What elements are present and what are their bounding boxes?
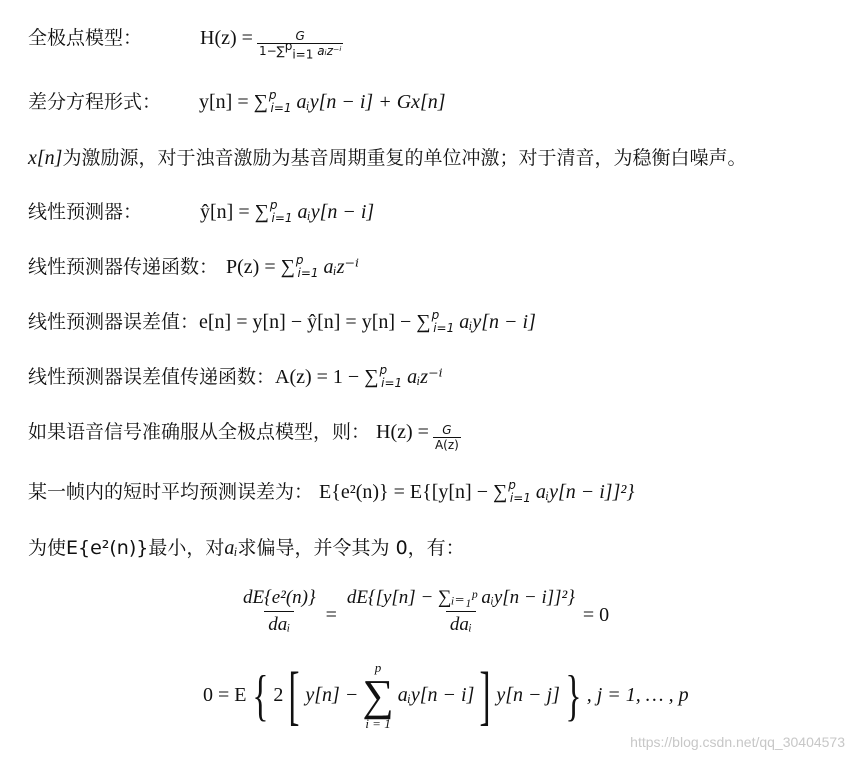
right-bracket: ] [479,658,491,732]
line-all-pole-model [28,28,347,61]
label-b: 求偏导，并令其为 0，有： [237,537,465,559]
two: 2 [273,684,284,707]
watermark: https://blog.csdn.net/qq_30404573 [630,734,845,750]
sum-bottom: i = 1 [365,715,391,731]
left-brace: { [251,664,269,727]
sigma: ∑ [362,671,394,720]
fraction [433,424,461,451]
equation-derivative: $\frac{\text{dE\{e²(n)\}}}{\text{daᵢ}}$ = $\frac{\text{dE\{[y[n] − ∑ᵢ₌₁ᵖ aᵢy[n − i]]²\}}}{\text{daᵢ}}$ = 0 [235,588,609,642]
expr: H(z) = [200,27,253,49]
line-short-time-error: 某一帧内的短时平均预测误差为： E{e²(n)} = E{[y[n] − ∑ p i=1 aᵢy[n − i]]²} [28,478,635,505]
lhs-fraction [239,585,320,638]
label: 差分方程形式： [28,91,162,113]
line-predictor-error: 线性预测器误差值： e[n] = y[n] − ŷ[n] = y[n] − ∑ p i=1 aᵢy[n − i] [28,308,536,335]
line-minimize [28,538,465,558]
rhs-fraction [343,584,579,638]
line-linear-predictor: 线性预测器： ŷ[n] = ∑ p i=1 aᵢy[n − i] [28,198,375,225]
expr-tail: aᵢy[n − i]]²} [535,481,635,503]
label: 全极点模型： [28,27,143,49]
after: y[n − j] [496,684,560,707]
math-ai: aᵢ [224,537,238,559]
expr: P(z) = ∑ [226,256,295,278]
label: 线性预测器： [28,201,143,223]
expr: e[n] = y[n] − ŷ[n] = y[n] − ∑ [199,311,431,333]
rhs-numerator: dE{[y[n] − ∑ᵢ₌₁ᵖ aᵢy[n − i]]²} [346,587,575,608]
lead: 0 = E [203,684,247,707]
denominator: 1−∑$^p_{i=1}$ aᵢz⁻ⁱ [258,39,342,62]
label: 如果语音信号准确服从全极点模型，则： [28,421,371,443]
line-excitation-note [28,148,746,168]
expr-tail: aᵢy[n − i] [459,311,536,333]
denominator: A(z) [434,438,459,452]
label: 线性预测器误差值传递函数： [28,366,276,388]
expr: E{e²(n)} = E{[y[n] − ∑ [319,481,508,503]
term: aᵢy[n − i] [397,684,475,707]
label: 某一帧内的短时平均预测误差为： [28,481,314,503]
summation [362,660,393,732]
expr: y[n] = ∑ [199,91,268,113]
line-all-pole-exact [28,422,465,455]
numerator: G [442,423,452,437]
expr-tail: aᵢz⁻ⁱ [323,256,360,278]
math-xn: x[n] [28,147,63,169]
lhs-denominator: daᵢ [264,611,294,638]
tail: , j = 1, … , p [586,684,689,707]
equation-normal [203,660,689,732]
label: 线性预测器误差值： [28,311,200,333]
line-difference-equation: 差分方程形式： y[n] = ∑ p i=1 aᵢy[n − i] + Gx[n] [28,88,446,115]
lhs-numerator: dE{e²(n)} [243,586,316,608]
label-a: 为使E{e²(n)}最小，对 [28,537,225,559]
left-bracket: [ [288,658,300,732]
rhs-denominator: daᵢ [446,611,476,638]
label: 线性预测器传递函数： [28,256,219,278]
text: 为激励源，对于浊音激励为基音周期重复的单位冲激；对于清音，为稳衡白噪声。 [62,147,747,169]
expr-tail: aᵢz⁻ⁱ [407,366,443,388]
right-brace: } [565,664,582,727]
expr: H(z) = [376,421,429,443]
line-predictor-transfer: 线性预测器传递函数： P(z) = ∑ p i=1 aᵢz⁻ⁱ [28,253,360,280]
yn: y[n] − [305,684,359,707]
numerator: G [295,29,305,43]
expr: A(z) = 1 − ∑ [275,366,379,388]
expr-tail: aᵢy[n − i] + Gx[n] [296,91,446,113]
line-error-transfer: 线性预测器误差值传递函数： A(z) = 1 − ∑ p i=1 aᵢz⁻ⁱ [28,363,443,390]
fraction [257,29,344,62]
expr-tail: aᵢy[n − i] [297,201,375,223]
rhs-zero: = 0 [582,603,610,626]
expr: ŷ[n] = ∑ [200,201,269,223]
sum-top: p [374,660,382,675]
